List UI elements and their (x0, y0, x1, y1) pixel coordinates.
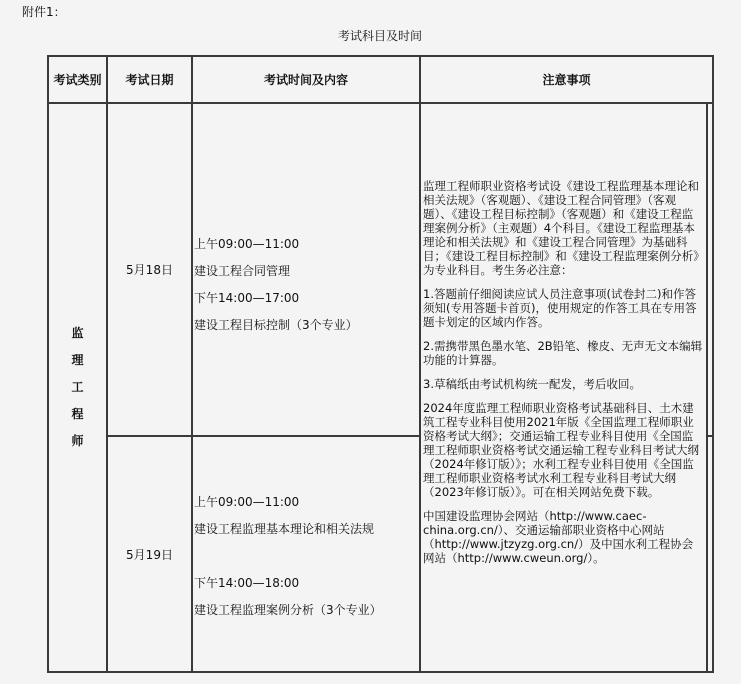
notes-item-2: 2.需携带黑色墨水笔、2B铅笔、橡皮、无声无文本编辑功能的计算器。 (423, 339, 703, 367)
exam-date-1: 5月18日 (126, 263, 173, 277)
page-title: 考试科目及时间 (337, 29, 422, 43)
exam-date-2: 5月19日 (126, 547, 173, 562)
category-char: 理 (71, 353, 84, 367)
header-exam-time-content: 考试时间及内容 (263, 73, 348, 87)
attachment-label: 附件1： (22, 5, 66, 19)
category-char: 工 (71, 380, 84, 394)
notes-item-3: 3.草稿纸由考试机构统一配发，考后收回。 (423, 377, 641, 391)
row-divider-right (706, 435, 714, 437)
col-divider-2 (191, 55, 193, 673)
session-time: 上午09:00—11:00 (194, 237, 300, 251)
exam-category-cell (49, 104, 106, 671)
session-subject: 建设工程监理案例分析（3个专业） (194, 603, 382, 617)
table-border-bottom (47, 671, 714, 673)
notes-cell (421, 179, 707, 575)
exam-content-1 (194, 231, 418, 339)
header-exam-category: 考试类别 (53, 73, 102, 87)
session-time: 上午09:00—11:00 (194, 495, 300, 509)
session-subject: 建设工程监理基本理论和相关法规 (194, 522, 375, 536)
session-time: 下午14:00—18:00 (194, 576, 300, 590)
notes-websites: 中国建设监理协会网站（http://www.caec-china.org.cn/）、交通运输部职业资格中心网站（http://www.jtzyzg.org.cn/）及中国水利工程协会网站（http://www.cweun.org/）。 (423, 509, 694, 565)
session-time: 下午14:00—17:00 (194, 291, 300, 305)
category-char: 师 (71, 434, 84, 448)
notes-intro: 监理工程师职业资格考试设《建设工程监理基本理论和相关法规》（客观题）、《建设工程合同管理》（客观题）、《建设工程目标控制》（客观题）和《建设工程监理案例分析》（主观题）4个科目。《建设工程监理基本理论和相关法规》和《建设工程合同管理》为基础科目；《建设工程目标控制》和《建设工程监理案例分析》为专业科目。考生务必注意： (423, 179, 699, 277)
header-notes: 注意事项 (542, 73, 591, 87)
notes-item-1: 1.答题前仔细阅读应试人员注意事项(试卷封二)和作答须知(专用答题卡首页)，使用规定的作答工具在专用答题卡划定的区域内作答。 (423, 287, 697, 329)
exam-content-2 (194, 489, 418, 624)
exam-schedule-table (47, 55, 714, 673)
session-subject: 建设工程目标控制（3个专业） (194, 318, 358, 332)
session-subject: 建设工程合同管理 (194, 264, 291, 278)
session-spacer (194, 543, 418, 570)
header-exam-date: 考试日期 (125, 73, 174, 87)
category-char: 程 (71, 407, 84, 421)
category-char: 监 (71, 326, 84, 340)
notes-syllabus: 2024年度监理工程师职业资格考试基础科目、土木建筑工程专业科目使用2021年版《全国监理工程师职业资格考试大纲》；交通运输工程专业科目使用《全国监理工程师职业资格考试交通运输工程专业科目考试大纲（2024年修订版）》；水利工程专业科目使用《全国监理工程师职业资格考试水利工程专业科目考试大纲（2023年修订版）》。可在相关网站免费下载。 (423, 401, 699, 499)
table-border-right (712, 55, 714, 673)
